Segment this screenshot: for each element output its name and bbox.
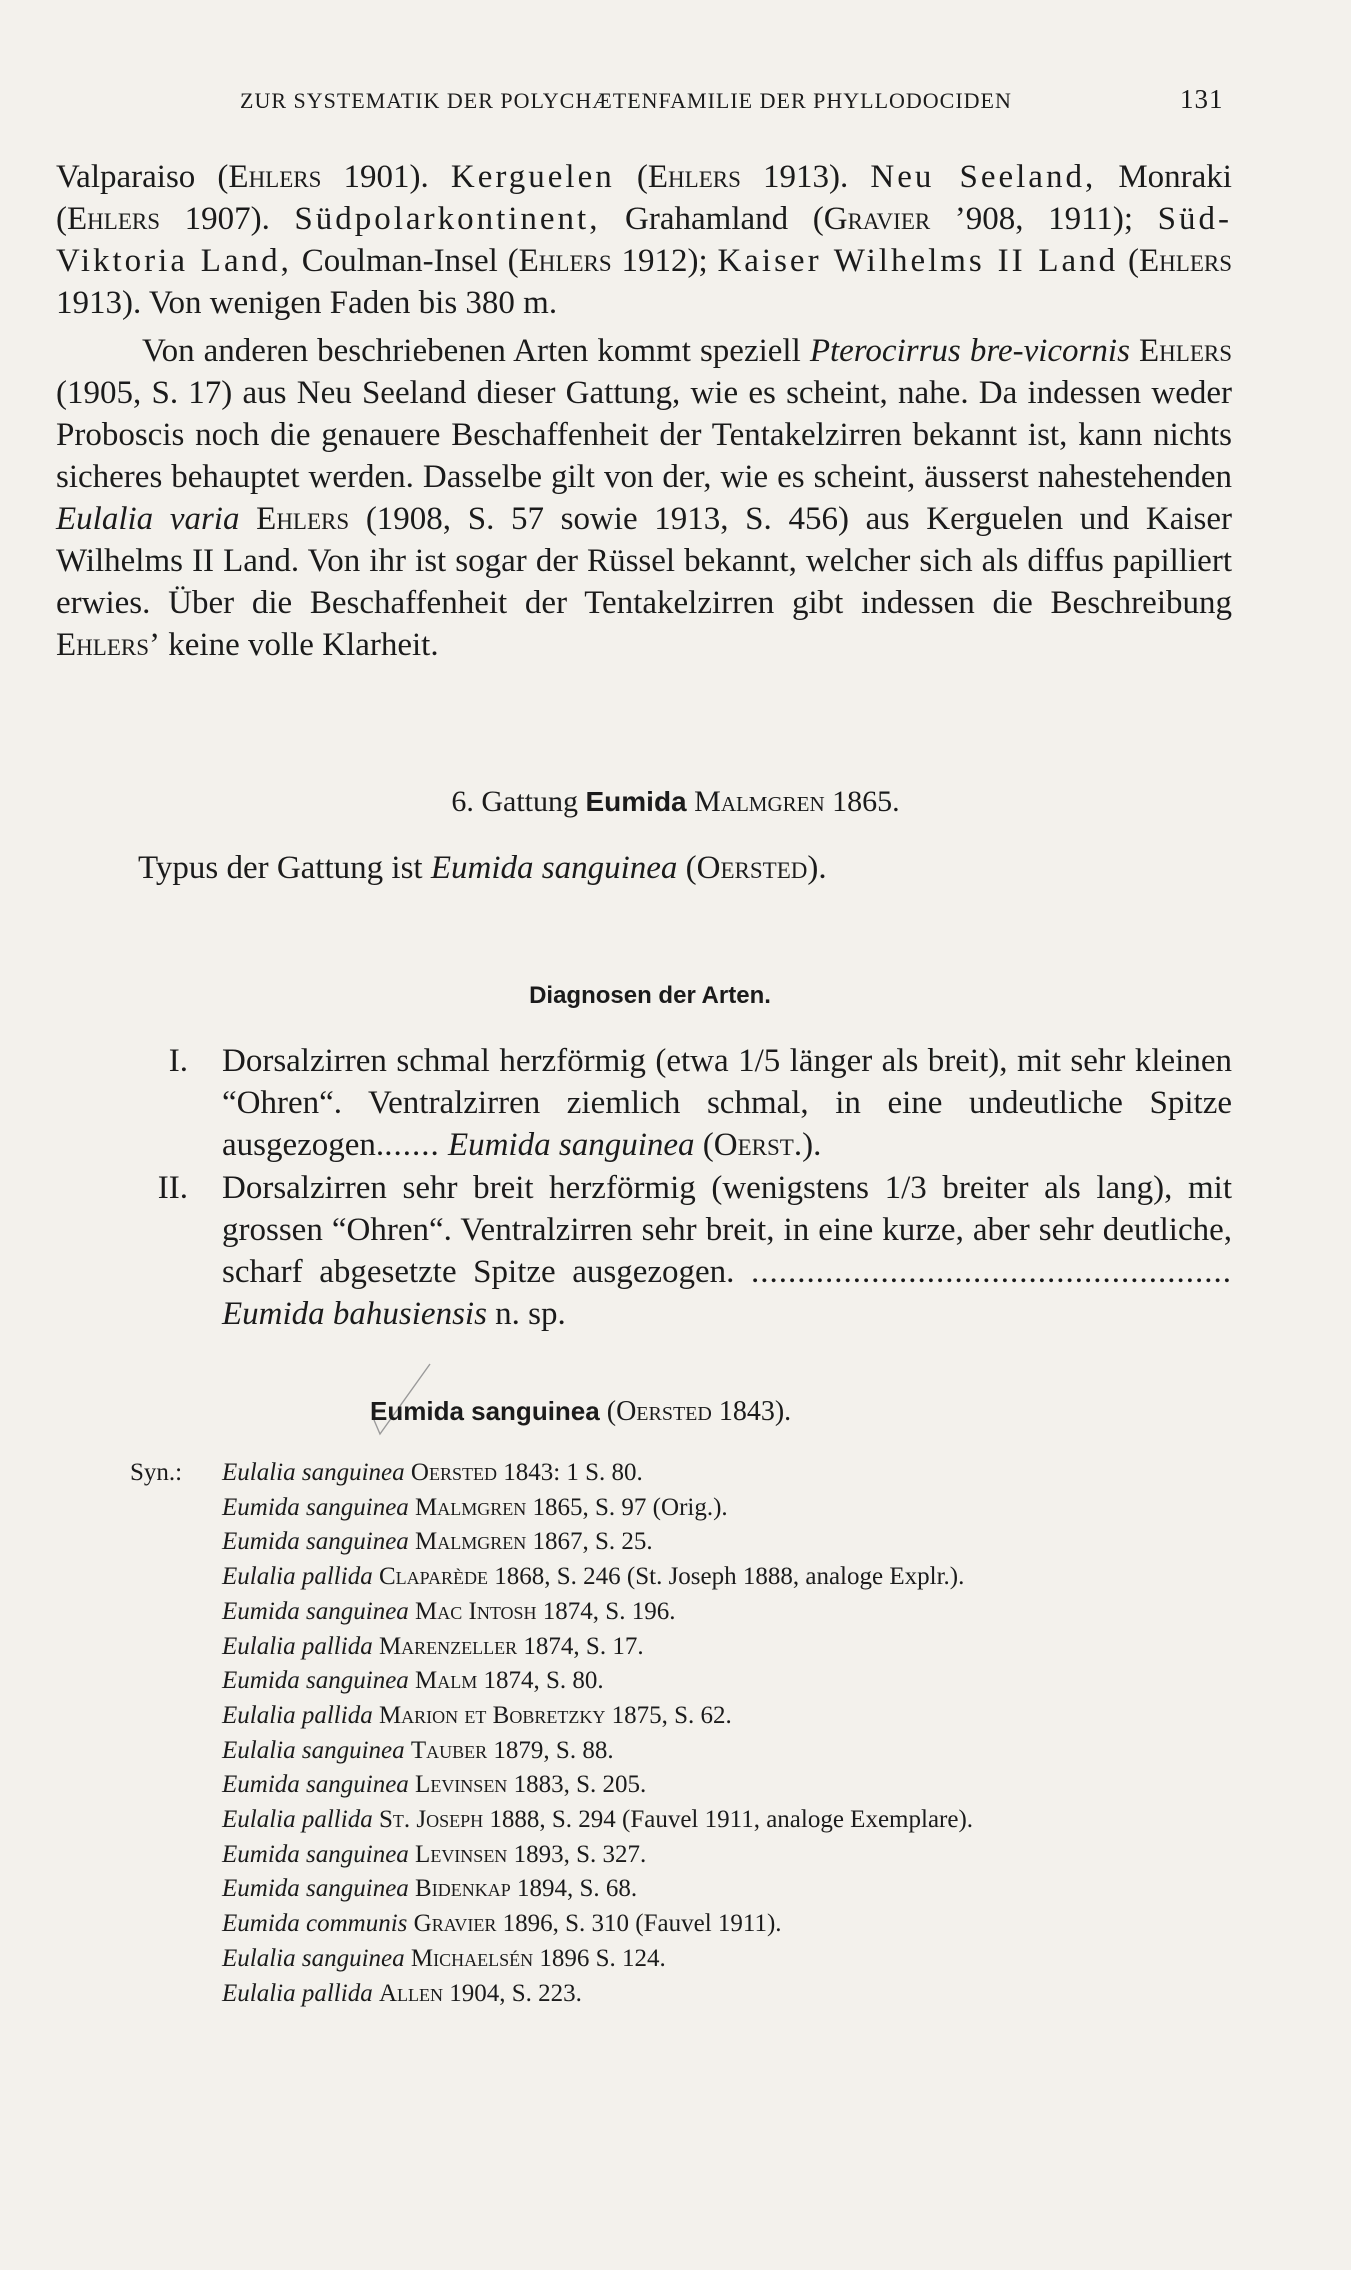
reference: 1874, S. 196.	[536, 1597, 676, 1625]
text-run: 1913). Von wenigen Faden bis 380 m.	[56, 285, 558, 321]
key-text	[222, 1167, 1232, 1335]
paragraph-distribution	[56, 156, 1232, 324]
reference: 1867, S. 25.	[526, 1528, 653, 1556]
author-name: Oerst.	[713, 1127, 803, 1163]
text-run: (	[599, 1396, 617, 1427]
species-name: Eumida sanguinea	[370, 1396, 600, 1426]
text-run: 1912);	[611, 243, 718, 279]
synonym-name: Eulalia pallida	[222, 1979, 373, 2007]
fraction: 1/3	[884, 1170, 927, 1206]
author-name: Ehlers	[1139, 333, 1232, 369]
author-name: St. Joseph	[378, 1806, 484, 1834]
author-name: Ehlers	[1139, 243, 1232, 279]
author-name: Malmgren	[415, 1528, 527, 1556]
author-name: Oersted	[616, 1396, 712, 1427]
synonym-entry	[222, 1630, 1250, 1665]
synonym-name: Eulalia sanguinea	[222, 1459, 405, 1486]
synonym-name: Eulalia sanguinea	[222, 1736, 405, 1764]
synonym-entry	[222, 1977, 1250, 2012]
author-name: Ehlers	[228, 159, 322, 195]
synonym-name: Eumida sanguinea	[222, 1875, 409, 1903]
author-name: Levinsen	[415, 1771, 508, 1799]
synonym-entry	[222, 1942, 1250, 1977]
synonym-name: Eumida communis	[222, 1910, 408, 1938]
synonym-entry	[222, 1872, 1250, 1907]
text-run: ’908, 1911);	[930, 201, 1158, 237]
genus-name: Eumida	[585, 786, 687, 817]
locality-name: Kaiser Wilhelms II Land	[717, 243, 1119, 279]
synonym-entry	[222, 1699, 1250, 1734]
text-run: Valparaiso (	[56, 159, 229, 195]
synonymy-label: Syn.:	[130, 1459, 183, 1486]
synonym-entry	[222, 1768, 1250, 1803]
text-run: Von anderen beschriebenen Arten kommt speziell	[142, 333, 810, 369]
synonym-name: Eulalia pallida	[222, 1563, 373, 1591]
species-name: Eumida sanguinea	[447, 1127, 695, 1163]
author-name: Malmgren	[415, 1493, 527, 1521]
text-run: keine volle Klarheit.	[160, 627, 439, 663]
synonym-entry	[222, 1734, 1250, 1769]
species-name: Eumida sanguinea	[430, 850, 678, 886]
synonym-name: Eulalia sanguinea	[222, 1944, 405, 1972]
synonym-name: Eumida sanguinea	[222, 1493, 409, 1521]
text-run: breiter als lang), mit grossen “Ohren“. Ventralzirren sehr breit, in eine kurze, aber sehr deutliche, scharf abgesetzte Spitze ausgezogen.	[222, 1170, 1233, 1290]
author-name: Ehlers	[518, 243, 612, 279]
text-run: Coulman-Insel (	[291, 243, 519, 279]
synonymy-entries	[222, 1456, 1250, 2011]
synonym-name: Eumida sanguinea	[222, 1840, 409, 1868]
species-name: Eumida bahusiensis	[222, 1296, 487, 1332]
text-run: Grahamland (	[600, 201, 824, 237]
text-run	[239, 501, 256, 537]
leader-dots: ......	[384, 1127, 440, 1163]
reference: 1893, S. 327.	[507, 1840, 647, 1868]
running-title: ZUR SYSTEMATIK DER POLYCHÆTENFAMILIE DER PHYLLODOCIDEN	[240, 88, 1012, 113]
author-name: Oersted	[410, 1459, 497, 1486]
author-name: Ehlers’	[56, 627, 160, 663]
synonym-entry	[222, 1595, 1250, 1630]
species-name: Pterocirrus bre-vicornis	[809, 333, 1130, 369]
author-name: Bidenkap	[415, 1875, 511, 1903]
text-run: 1843).	[711, 1396, 792, 1427]
type-species-line	[138, 850, 1238, 887]
key-entry-1	[140, 1040, 1232, 1166]
synonym-entry	[222, 1838, 1250, 1873]
text-run: Dorsalzirren sehr breit herzförmig (wenigstens	[222, 1170, 885, 1206]
synonym-name: Eulalia pallida	[222, 1632, 373, 1660]
species-heading	[370, 1396, 791, 1428]
text-run: 1901).	[321, 159, 451, 195]
synonym-entry	[222, 1664, 1250, 1699]
author-name: Ehlers	[647, 159, 741, 195]
page-number: 131	[1180, 84, 1224, 114]
synonym-name: Eumida sanguinea	[222, 1528, 409, 1556]
synonym-name: Eulalia pallida	[222, 1806, 373, 1834]
text-run: ).	[807, 850, 827, 886]
reference: 1875, S. 62.	[605, 1701, 732, 1729]
author-name: Tauber	[410, 1736, 488, 1764]
reference: 1874, S. 17.	[517, 1632, 644, 1660]
text-run: ).	[802, 1127, 822, 1163]
author-name: Levinsen	[415, 1840, 508, 1868]
diagnoses-title: Diagnosen der Arten.	[529, 982, 771, 1009]
synonym-name: Eulalia pallida	[222, 1701, 373, 1729]
author-name: Oersted	[696, 850, 808, 886]
text-run: 1907).	[160, 201, 295, 237]
synonym-entry	[222, 1803, 1250, 1838]
reference: 1896 S. 124.	[533, 1944, 666, 1972]
locality-name: Neu Seeland,	[870, 159, 1097, 195]
leader-dots: ....................................................	[751, 1254, 1232, 1290]
author-name: Ehlers	[256, 501, 350, 537]
synonym-entry	[222, 1907, 1250, 1942]
text-run: (	[614, 159, 648, 195]
species-name: Eulalia varia	[56, 501, 240, 537]
locality-name: Kerguelen	[450, 159, 615, 195]
author-name: Malm	[415, 1667, 478, 1695]
reference: 1879, S. 88.	[487, 1736, 614, 1764]
text-run: Monraki (	[56, 159, 1232, 237]
synonym-name: Eumida sanguinea	[222, 1771, 409, 1799]
text-run: (1908, S. 57 sowie 1913, S. 456) aus Kerguelen und Kaiser Wilhelms II Land. Von ihr ist sogar der Rüssel bekannt, welcher sich als diffus papilliert erwies. Über die Beschaffenheit der Tentakelzirren gibt indessen die Beschreibung	[56, 501, 1233, 621]
author-name: Michaelsén	[410, 1944, 534, 1972]
key-entry-2	[140, 1167, 1232, 1335]
text-run: länger als breit), mit sehr kleinen “Ohren“. Ventralzirren ziemlich schmal, in eine undeutliche Spitze ausgezogen.	[222, 1043, 1232, 1163]
synonym-name: Eumida sanguinea	[222, 1597, 409, 1625]
text-run: (	[677, 850, 697, 886]
text-run: (1905, S. 17) aus Neu Seeland dieser Gattung, wie es scheint, nahe. Da indessen weder Proboscis noch die genauere Beschaffenheit der Tentakelzirren bekannt ist, kann nichts sicheres behauptet werden. Dasselbe gilt von der, wie es scheint, äusserst nahestehenden	[56, 375, 1232, 495]
text-run: Dorsalzirren schmal herzförmig (etwa	[222, 1043, 739, 1079]
author-name: Marenzeller	[378, 1632, 518, 1660]
author-name: Ehlers	[67, 201, 160, 237]
synonym-entry	[222, 1456, 1250, 1491]
author-name: Malmgren	[686, 785, 825, 818]
synonym-entry	[222, 1560, 1250, 1595]
key-number: II.	[157, 1170, 188, 1206]
locality-name: Süd-Viktoria Land,	[56, 201, 1232, 279]
fraction: 1/5	[738, 1043, 781, 1079]
reference: 1865, S. 97 (Orig.).	[526, 1493, 728, 1521]
author-name: Mac Intosh	[415, 1597, 537, 1625]
key-text	[222, 1040, 1232, 1166]
synonym-entry	[222, 1491, 1250, 1526]
reference: 1888, S. 294 (Fauvel 1911, analoge Exemplare).	[483, 1806, 974, 1834]
reference: 1904, S. 223.	[443, 1979, 582, 2007]
text-run: 1913).	[740, 159, 871, 195]
reference: 1883, S. 205.	[507, 1771, 647, 1799]
genus-number: 6. Gattung	[451, 785, 586, 818]
author-name: Allen	[378, 1979, 443, 2007]
author-name: Gravier	[413, 1910, 497, 1938]
reference: 1896, S. 310 (Fauvel 1911).	[496, 1910, 782, 1938]
reference: 1894, S. 68.	[510, 1875, 638, 1903]
reference: 1868, S. 246 (St. Joseph 1888, analoge Explr.).	[487, 1563, 965, 1591]
paragraph-comparison	[56, 330, 1232, 666]
text-run	[1130, 333, 1139, 369]
reference: 1874, S. 80.	[477, 1667, 604, 1695]
author-name: Gravier	[823, 201, 931, 237]
text-run: n. sp.	[486, 1296, 566, 1332]
genus-year: 1865.	[824, 785, 900, 818]
text-run: Typus der Gattung ist	[138, 850, 431, 886]
author-name: Claparède	[378, 1563, 488, 1591]
synonym-name: Eumida sanguinea	[222, 1667, 409, 1695]
synonym-entry	[222, 1525, 1250, 1560]
genus-heading	[0, 785, 1351, 819]
key-number: I.	[168, 1043, 188, 1079]
author-name: Marion et Bobretzky	[378, 1701, 606, 1729]
reference: 1843: 1 S. 80.	[496, 1459, 643, 1486]
text-run: (	[694, 1127, 714, 1163]
text-run: (	[1118, 243, 1139, 279]
synonymy-list	[130, 1456, 1250, 2011]
locality-name: Südpolarkontinent,	[294, 201, 601, 237]
